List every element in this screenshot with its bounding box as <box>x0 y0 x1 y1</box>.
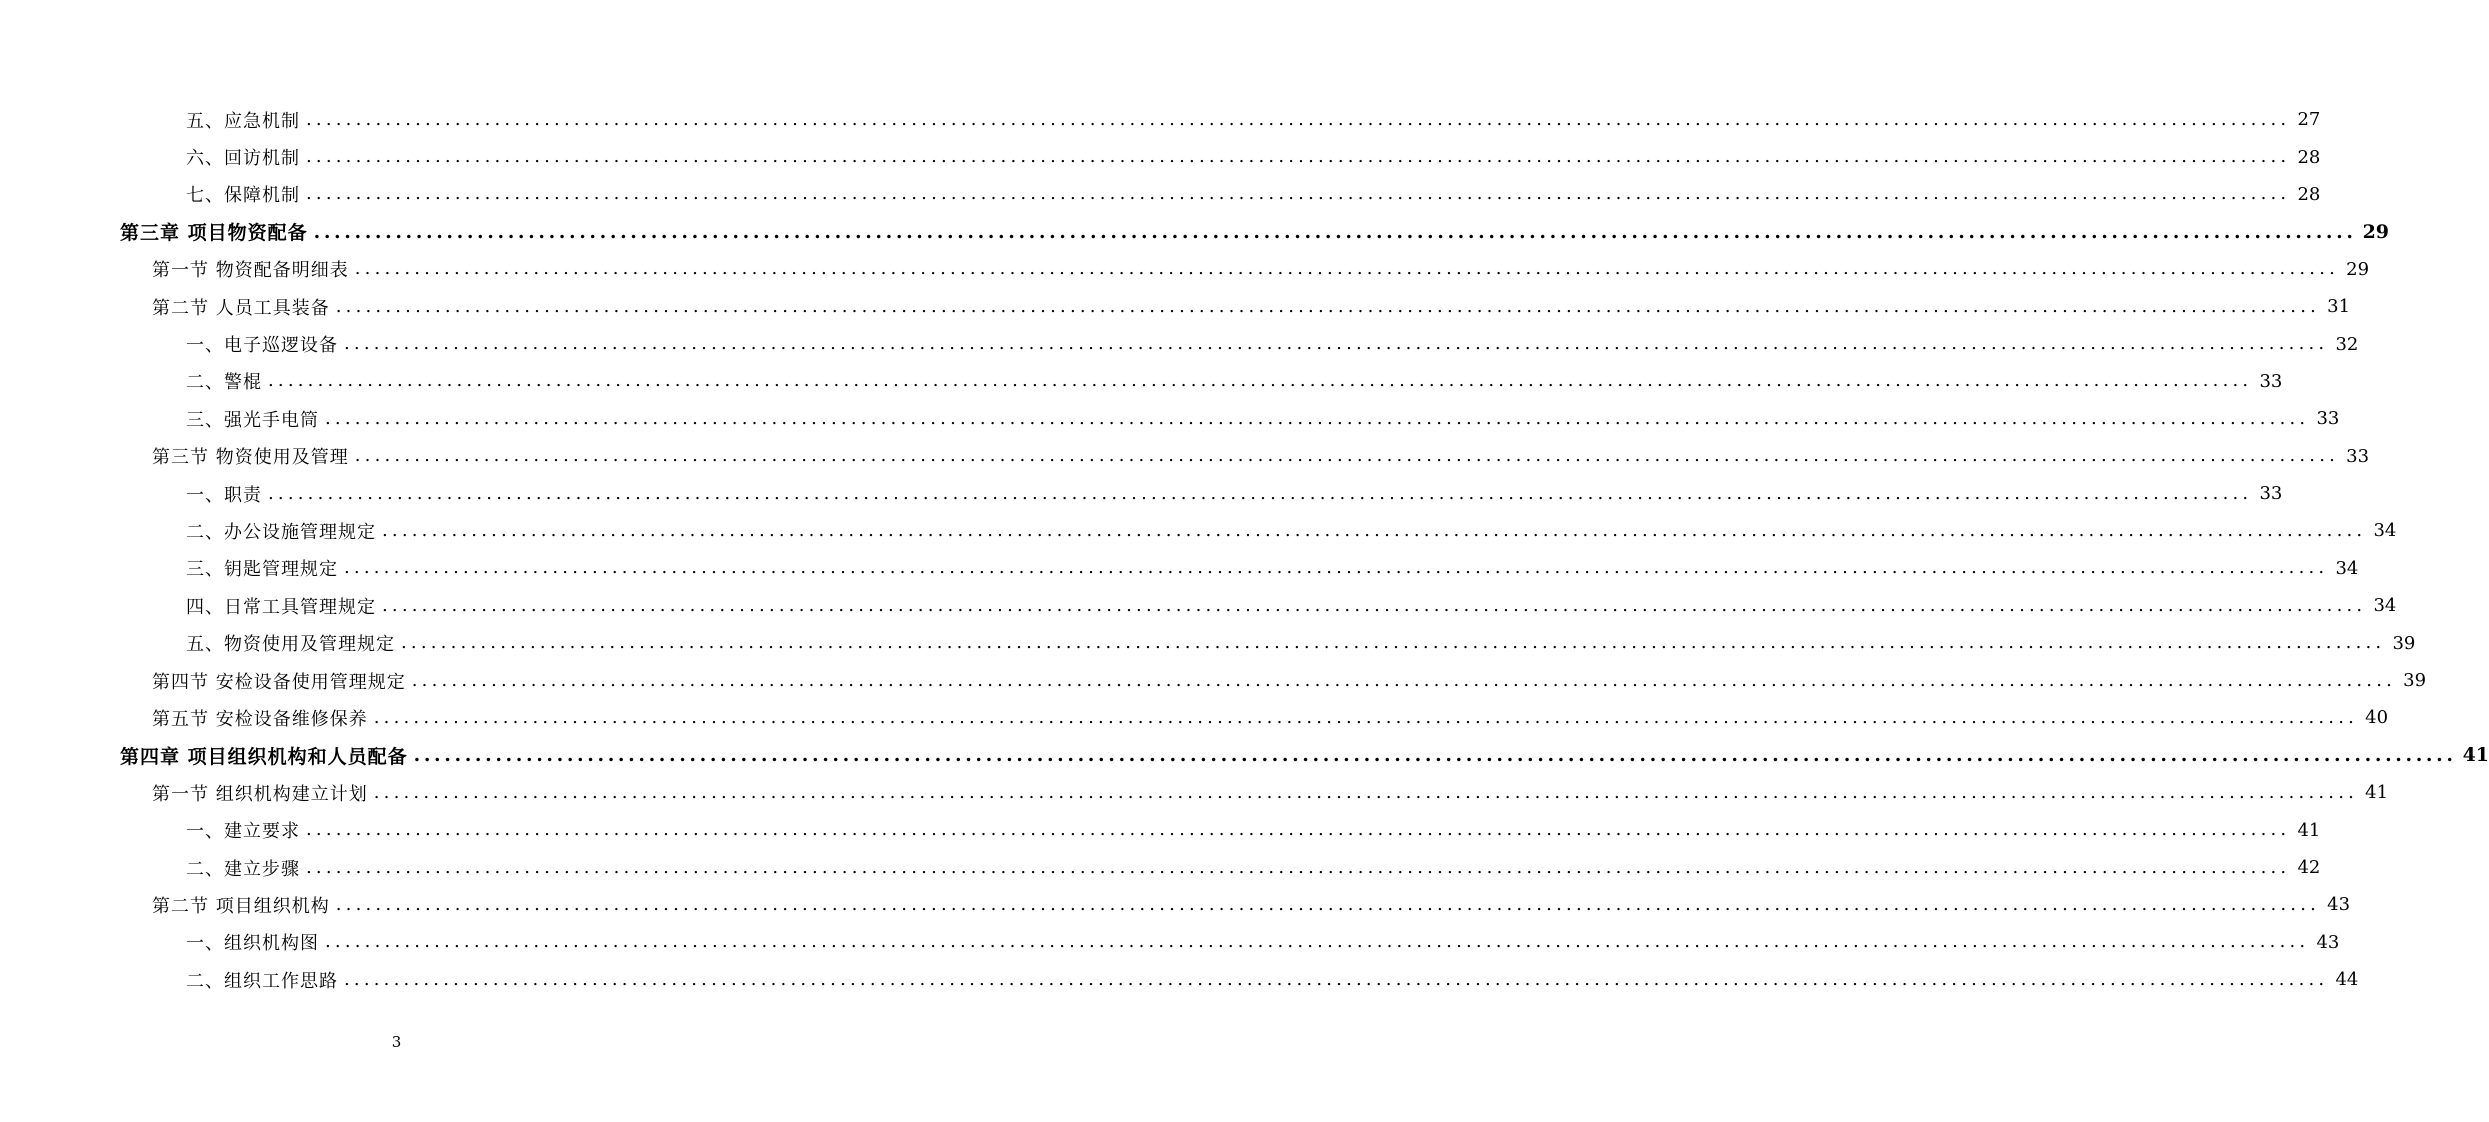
toc-entry-item[interactable] <box>0 849 2321 886</box>
toc-dot-leader: ........................................................................................................................................................................................................ <box>382 594 2367 616</box>
toc-entry-title: 三、强光手电筒 <box>186 406 319 432</box>
toc-entry-page-number: 44 <box>2335 969 2359 991</box>
toc-entry-title: 六、回访机制 <box>186 144 300 170</box>
toc-entry-title: 一、建立要求 <box>186 817 300 843</box>
toc-entry-item[interactable] <box>0 624 2416 661</box>
toc-entry-page-number: 40 <box>2365 707 2389 729</box>
toc-entry-title: 二、组织工作思路 <box>186 967 338 993</box>
toc-entry-title: 三、钥匙管理规定 <box>186 555 338 581</box>
toc-entry-item[interactable] <box>0 475 2283 512</box>
toc-entry-page-number: 29 <box>2346 258 2370 280</box>
toc-entry-section[interactable] <box>0 662 2427 699</box>
toc-dot-leader: ........................................................................................................................................................................................................ <box>306 108 2291 130</box>
toc-entry-section[interactable] <box>0 886 2351 923</box>
toc-entry-page-number: 28 <box>2297 183 2321 205</box>
toc-entry-title: 第一节 物资配备明细表 <box>152 256 349 282</box>
toc-entry-page-number: 34 <box>2373 595 2397 617</box>
toc-entry-title: 一、电子巡逻设备 <box>186 331 338 357</box>
toc-entry-section[interactable] <box>0 438 2370 475</box>
toc-dot-leader: ........................................................................................................................................................................................................ <box>373 706 2359 728</box>
toc-entry-section[interactable] <box>0 288 2351 325</box>
toc-dot-leader: ........................................................................................................................................................................................................ <box>411 669 2397 691</box>
toc-entry-page-number: 32 <box>2335 333 2359 355</box>
toc-dot-leader: ........................................................................................................................................................................................................ <box>268 482 2253 504</box>
toc-entry-section[interactable] <box>0 774 2389 811</box>
toc-entry-title: 第二节 项目组织机构 <box>152 892 330 918</box>
toc-dot-leader: ........................................................................................................................................................................................................ <box>344 333 2329 355</box>
toc-entry-item[interactable] <box>0 176 2321 213</box>
toc-dot-leader: ........................................................................................................................................................................................................ <box>306 183 2291 205</box>
toc-dot-leader: ........................................................................................................................................................................................................ <box>313 220 2357 243</box>
toc-entry-page-number: 43 <box>2316 931 2340 953</box>
toc-entry-page-number: 33 <box>2316 408 2340 430</box>
toc-entry-page-number: 39 <box>2392 632 2416 654</box>
toc-dot-leader: ........................................................................................................................................................................................................ <box>401 632 2386 654</box>
toc-dot-leader: ........................................................................................................................................................................................................ <box>382 519 2367 541</box>
toc-entry-page-number: 41 <box>2297 819 2321 841</box>
toc-entry-title: 四、日常工具管理规定 <box>186 593 376 619</box>
toc-dot-leader: ........................................................................................................................................................................................................ <box>344 968 2329 990</box>
toc-entry-page-number: 33 <box>2259 483 2283 505</box>
toc-entry-section[interactable] <box>0 699 2389 736</box>
toc-entry-title: 第三章 项目物资配备 <box>120 218 308 245</box>
toc-entry-page-number: 41 <box>2462 744 2489 767</box>
toc-entry-title: 第四节 安检设备使用管理规定 <box>152 668 406 694</box>
toc-entry-item[interactable] <box>0 924 2340 961</box>
toc-entry-page-number: 43 <box>2327 894 2351 916</box>
toc-entry-title: 五、物资使用及管理规定 <box>186 630 395 656</box>
toc-entry-page-number: 31 <box>2327 296 2351 318</box>
toc-entry-page-number: 27 <box>2297 109 2321 131</box>
toc-entry-chapter[interactable] <box>0 737 2489 774</box>
toc-dot-leader: ........................................................................................................................................................................................................ <box>335 893 2321 915</box>
toc-entry-item[interactable] <box>0 325 2359 362</box>
toc-entry-page-number: 29 <box>2362 220 2390 243</box>
toc-entry-item[interactable] <box>0 363 2283 400</box>
toc-entry-page-number: 33 <box>2346 445 2370 467</box>
toc-entry-page-number: 41 <box>2365 782 2389 804</box>
toc-entry-item[interactable] <box>0 811 2321 848</box>
toc-dot-leader: ........................................................................................................................................................................................................ <box>306 819 2291 841</box>
toc-dot-leader: ........................................................................................................................................................................................................ <box>306 856 2291 878</box>
toc-entry-page-number: 28 <box>2297 146 2321 168</box>
toc-dot-leader: ........................................................................................................................................................................................................ <box>325 407 2310 429</box>
toc-entry-title: 一、职责 <box>186 481 262 507</box>
toc-entry-title: 一、组织机构图 <box>186 929 319 955</box>
toc-entry-section[interactable] <box>0 251 2370 288</box>
toc-entry-item[interactable] <box>0 587 2397 624</box>
toc-entry-title: 第一节 组织机构建立计划 <box>152 780 368 806</box>
table-of-contents <box>0 101 2489 998</box>
toc-entry-page-number: 34 <box>2373 520 2397 542</box>
toc-entry-title: 第二节 人员工具装备 <box>152 294 330 320</box>
toc-dot-leader: ........................................................................................................................................................................................................ <box>413 744 2457 767</box>
toc-entry-title: 二、办公设施管理规定 <box>186 518 376 544</box>
toc-entry-title: 七、保障机制 <box>186 181 300 207</box>
toc-dot-leader: ........................................................................................................................................................................................................ <box>268 370 2253 392</box>
toc-dot-leader: ........................................................................................................................................................................................................ <box>325 931 2310 953</box>
toc-dot-leader: ........................................................................................................................................................................................................ <box>306 146 2291 168</box>
toc-entry-title: 第五节 安检设备维修保养 <box>152 705 368 731</box>
toc-entry-item[interactable] <box>0 400 2340 437</box>
toc-dot-leader: ........................................................................................................................................................................................................ <box>354 258 2340 280</box>
toc-entry-page-number: 34 <box>2335 557 2359 579</box>
toc-entry-title: 五、应急机制 <box>186 107 300 133</box>
toc-entry-item[interactable] <box>0 138 2321 175</box>
toc-entry-item[interactable] <box>0 101 2321 138</box>
toc-dot-leader: ........................................................................................................................................................................................................ <box>354 445 2340 467</box>
toc-entry-page-number: 42 <box>2297 857 2321 878</box>
toc-dot-leader: ........................................................................................................................................................................................................ <box>344 557 2329 579</box>
toc-entry-chapter[interactable] <box>0 213 2390 250</box>
toc-entry-title: 第四章 项目组织机构和人员配备 <box>120 742 408 769</box>
toc-entry-title: 二、警棍 <box>186 368 262 394</box>
toc-entry-item[interactable] <box>0 512 2397 549</box>
toc-entry-page-number: 39 <box>2403 670 2427 692</box>
toc-dot-leader: ........................................................................................................................................................................................................ <box>335 295 2321 317</box>
toc-dot-leader: ........................................................................................................................................................................................................ <box>373 781 2359 803</box>
toc-entry-title: 第三节 物资使用及管理 <box>152 443 349 469</box>
toc-entry-page-number: 33 <box>2259 370 2283 392</box>
toc-entry-title: 二、建立步骤 <box>186 855 300 881</box>
toc-entry-item[interactable] <box>0 961 2359 998</box>
page-number: 3 <box>391 1033 402 1051</box>
toc-entry-item[interactable] <box>0 550 2359 587</box>
